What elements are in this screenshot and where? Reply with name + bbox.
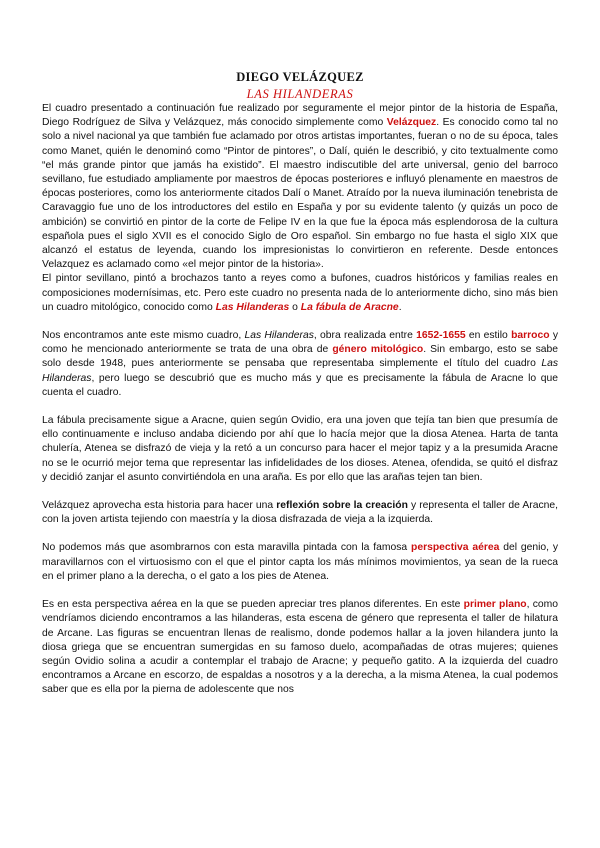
highlight-artist: Velázquez [386, 117, 437, 129]
italic-title: Las Hilanderas [42, 358, 558, 384]
paragraph-fable: La fábula precisamente sigue a Aracne, quien según Ovidio, era una joven que tejía tan bien que presumía de ello continuamente e incluso andaba diciendo por ahí que lo hacía mejor que la diosa Atenea. Harta de tanta chulería, Atenea se disfrazó de vieja y la retó a un concurso para hacer el mejor tapiz y a la presumida Aracne no se le ocurrió mejor tema que representar las infidelidades de los dioses. Atenea, ofendida, se quitó el disfraz y decidió zanjar el asunto convirtiéndola en una araña. Es por ello que las arañas tejen tan bien. [42, 415, 558, 483]
paragraph-perspective [42, 541, 558, 584]
text-run: del genio, y maravillarnos con el virtuosismo con el que el pintor capta los más mínimos movimientos, ya sean de la rueca en el primer plano a la derecha, o el gato a los pies de Atenea. [42, 542, 558, 582]
highlight-title: Las Hilanderas [215, 301, 290, 313]
paragraph-intro [42, 102, 558, 272]
paragraph-planes [42, 598, 558, 697]
italic-title: Las Hilanderas [244, 330, 314, 342]
text-run: No podemos más que asombrarnos con esta maravilla pintada con la famosa [42, 542, 412, 554]
text-run: en estilo [465, 330, 512, 342]
highlight-reflection: reflexión sobre la creación [276, 500, 408, 512]
text-run: y representa el taller de Aracne, con la joven artista tejiendo con maestría y la diosa disfrazada de vieja a la izquierda. [42, 500, 559, 526]
text-run: , obra realizada entre [313, 330, 417, 342]
text-run: . Sin embargo, esto se sabe solo desde 1948, pues anteriormente se pensaba que representaba simplemente el título del cuadro [42, 344, 558, 370]
highlight-dates: 1652-1655 [416, 330, 466, 342]
highlight-style: barroco [511, 330, 550, 342]
highlight-first-plane: primer plano [463, 599, 527, 611]
highlight-title-alt: La fábula de Aracne [300, 301, 399, 313]
document-subtitle: LAS HILANDERAS [246, 87, 354, 101]
paragraph-artwork [42, 329, 558, 400]
paragraph-reflection [42, 499, 558, 527]
text-run: Velázquez aprovecha esta historia para hacer una [42, 500, 277, 512]
text-run: El pintor sevillano, pintó a brochazos tanto a reyes como a bufones, cuadros históricos y familias reales en composiciones modernísimas, etc. Pero este cuadro no presenta nada de lo anteriormente dicho, sino más bien un cuadro mitológico, conocido como [42, 273, 558, 313]
text-run: Nos encontramos ante este mismo cuadro, [42, 330, 245, 342]
text-run: Es en esta perspectiva aérea en la que se pueden apreciar tres planos diferentes. En este [42, 599, 464, 611]
text-run: . Es conocido como tal no solo a nivel nacional ya que también fue aclamado por otros artistas importantes, fueran o no de su época, tales como Manet, quién le denominó como “Pintor de pintores”, o Dalí, quién le describió, y cito textualmente como “el más grande pintor que jamás ha existido”. El maestro indiscutible del arte universal, genio del barroco sevillano, fue estudiado ampliamente por maestros de épocas posteriores e influyó plenamente en maestros de épocas posteriores, como los anteriormente citados Dalí o Manet. Atraído por la nueva iluminación tenebrista de Caravaggio fue uno de los introductores del estilo en España y por su evidente talento (y quizás un poco de ambición) se convirtió en pintor de la corte de Felipe IV en la que fue la época más esplendorosa de la cultura española pues el siglo XVII es el conocido Siglo de Oro español. Sin embargo no fue hasta el siglo XIX que alcanzó el estatus de leyenda, cuando los impresionistas lo convirtieron en referente. Desde entonces Velazquez es aclamado como «el mejor pintor de la historia». [42, 117, 558, 271]
highlight-genre: género mitológico [332, 344, 424, 356]
text-run: , como vendríamos diciendo encontramos a las hilanderas, esta escena de género que representa el taller de hilatura de Arcane. Las figuras se encuentran llenas de realismo, donde podemos hallar a la joven hilandera junto la diosa griega que se encuentran sumergidas en su famoso duelo, acompañadas de otras mujeres; quienes según Ovidio solina a acudir a contemplar el trabajo de Aracne; y pequeño gatito. A la izquierda del cuadro encontramos a Arcane en escorzo, de espaldas a nosotros y a la derecha, a la misma Atenea, la cual podemos saber que es ella por la pierna de adolescente que nos [42, 599, 558, 696]
text-run: o [289, 301, 301, 313]
text-run: . [398, 301, 402, 313]
paragraph-mythological [42, 272, 558, 315]
text-run: , pero luego se descubrió que es mucho más y que es precisamente la fábula de Aracne lo que cuenta el cuadro. [42, 372, 558, 398]
text-run: y como he mencionado anteriormente se trata de una obra de [42, 330, 559, 356]
text-run: El cuadro presentado a continuación fue realizado por seguramente el mejor pintor de la historia de España, Diego Rodríguez de Silva y Velázquez, más conocido simplemente como [42, 103, 558, 129]
highlight-perspective: perspectiva aérea [411, 542, 500, 554]
document-title: DIEGO VELÁZQUEZ [236, 70, 364, 84]
